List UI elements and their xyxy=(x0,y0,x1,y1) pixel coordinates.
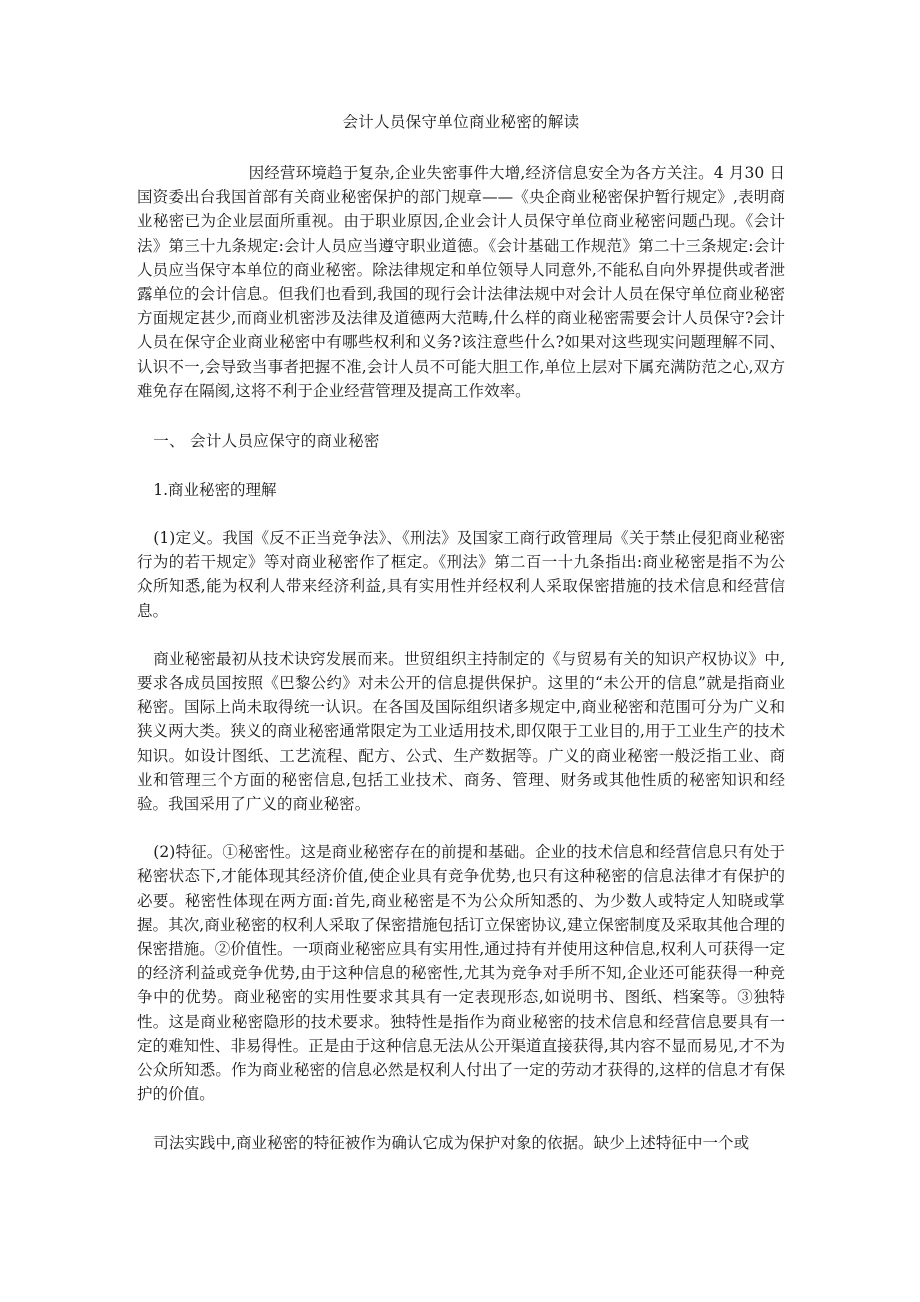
paragraph-judicial-practice: 司法实践中,商业秘密的特征被作为确认它成为保护对象的依据。缺少上述特征中一个或 xyxy=(153,1133,750,1152)
heading-section-1: 一、 会计人员应保守的商业秘密 xyxy=(153,432,380,451)
paragraph-origin: 商业秘密最初从技术诀窍发展而来。世贸组织主持制定的《与贸易有关的知识产权协议》中,要求各成员国按照《巴黎公约》对未公开的信息提供保护。这里的“未公开的信息”就是指商业秘密。国际上尚未取得统一认识。在各国及国际组织诸多规定中,商业秘密和范围可分为广义和狭义两大类。狭义的商业秘密通常限定为工业适用技术,即仅限于工业目的,用于工业生产的技术知识。如设计图纸、工艺流程、配方、公式、生产数据等。广义的商业秘密一般泛指工业、商业和管理三个方面的秘密信息,包括工业技术、商务、管理、财务或其他性质的秘密知识和经验。我国采用了广义的商业秘密。 xyxy=(137,649,785,814)
document-body xyxy=(137,0,785,1155)
paragraph-characteristics: (2)特征。①秘密性。这是商业秘密存在的前提和基础。企业的技术信息和经营信息只有处于秘密状态下,才能体现其经济价值,使企业具有竞争优势,也只有这种秘密的信息法律才有保护的必要。秘密性体现在两方面:首先,商业秘密是不为公众所知悉的、为少数人或特定人知晓或掌握。其次,商业秘密的权利人采取了保密措施包括订立保密协议,建立保密制度及采取其他合理的保密措施。②价值性。一项商业秘密应具有实用性,通过持有并使用这种信息,权利人可获得一定的经济利益或竞争优势,由于这种信息的秘密性,尤其为竞争对手所不知,企业还可能获得一种竞争中的优势。商业秘密的实用性要求其具有一定表现形态,如说明书、图纸、档案等。③独特性。这是商业秘密隐形的技术要求。独特性是指作为商业秘密的技术信息和经营信息要具有一定的难知性、非易得性。正是由于这种信息无法从公开渠道直接获得,其内容不显而易见,才不为公众所知悉。作为商业秘密的信息必然是权利人付出了一定的劳动才获得的,这样的信息才有保护的价值。 xyxy=(137,843,785,1104)
page-title: 会计人员保守单位商业秘密的解读 xyxy=(342,113,580,131)
heading-subsection-1: 1.商业秘密的理解 xyxy=(153,481,277,500)
paragraph-intro: 因经营环境趋于复杂,企业失密事件大增,经济信息安全为各方关注。4 月30 日国资委出台我国首部有关商业秘密保护的部门规章——《央企商业秘密保护暂行规定》,表明商业秘密已为企业层面所重视。由于职业原因,企业会计人员保守单位商业秘密问题凸现。《会计法》第三十九条规定:会计人员应当遵守职业道德。《会计基础工作规范》第二十三条规定:会计人员应当保守本单位的商业秘密。除法律规定和单位领导人同意外,不能私自向外界提供或者泄露单位的会计信息。但我们也看到,我国的现行会计法律法规中对会计人员在保守单位商业秘密方面规定甚少,而商业机密涉及法律及道德两大范畴,什么样的商业秘密需要会计人员保守?会计人员在保守企业商业秘密中有哪些权利和义务?该注意些什么?如果对这些现实问题理解不同、认识不一,会导致当事者把握不准,会计人员不可能大胆工作,单位上层对下属充满防范之心,双方难免存在隔阂,这将不利于企业经营管理及提高工作效率。 xyxy=(137,164,785,400)
paragraph-definition: (1)定义。我国《反不正当竞争法》、《刑法》及国家工商行政管理局《关于禁止侵犯商业秘密行为的若干规定》等对商业秘密作了框定。《刑法》第二百一十九条指出:商业秘密是指不为公众所知悉,能为权利人带来经济利益,具有实用性并经权利人采取保密措施的技术信息和经营信息。 xyxy=(137,529,785,620)
